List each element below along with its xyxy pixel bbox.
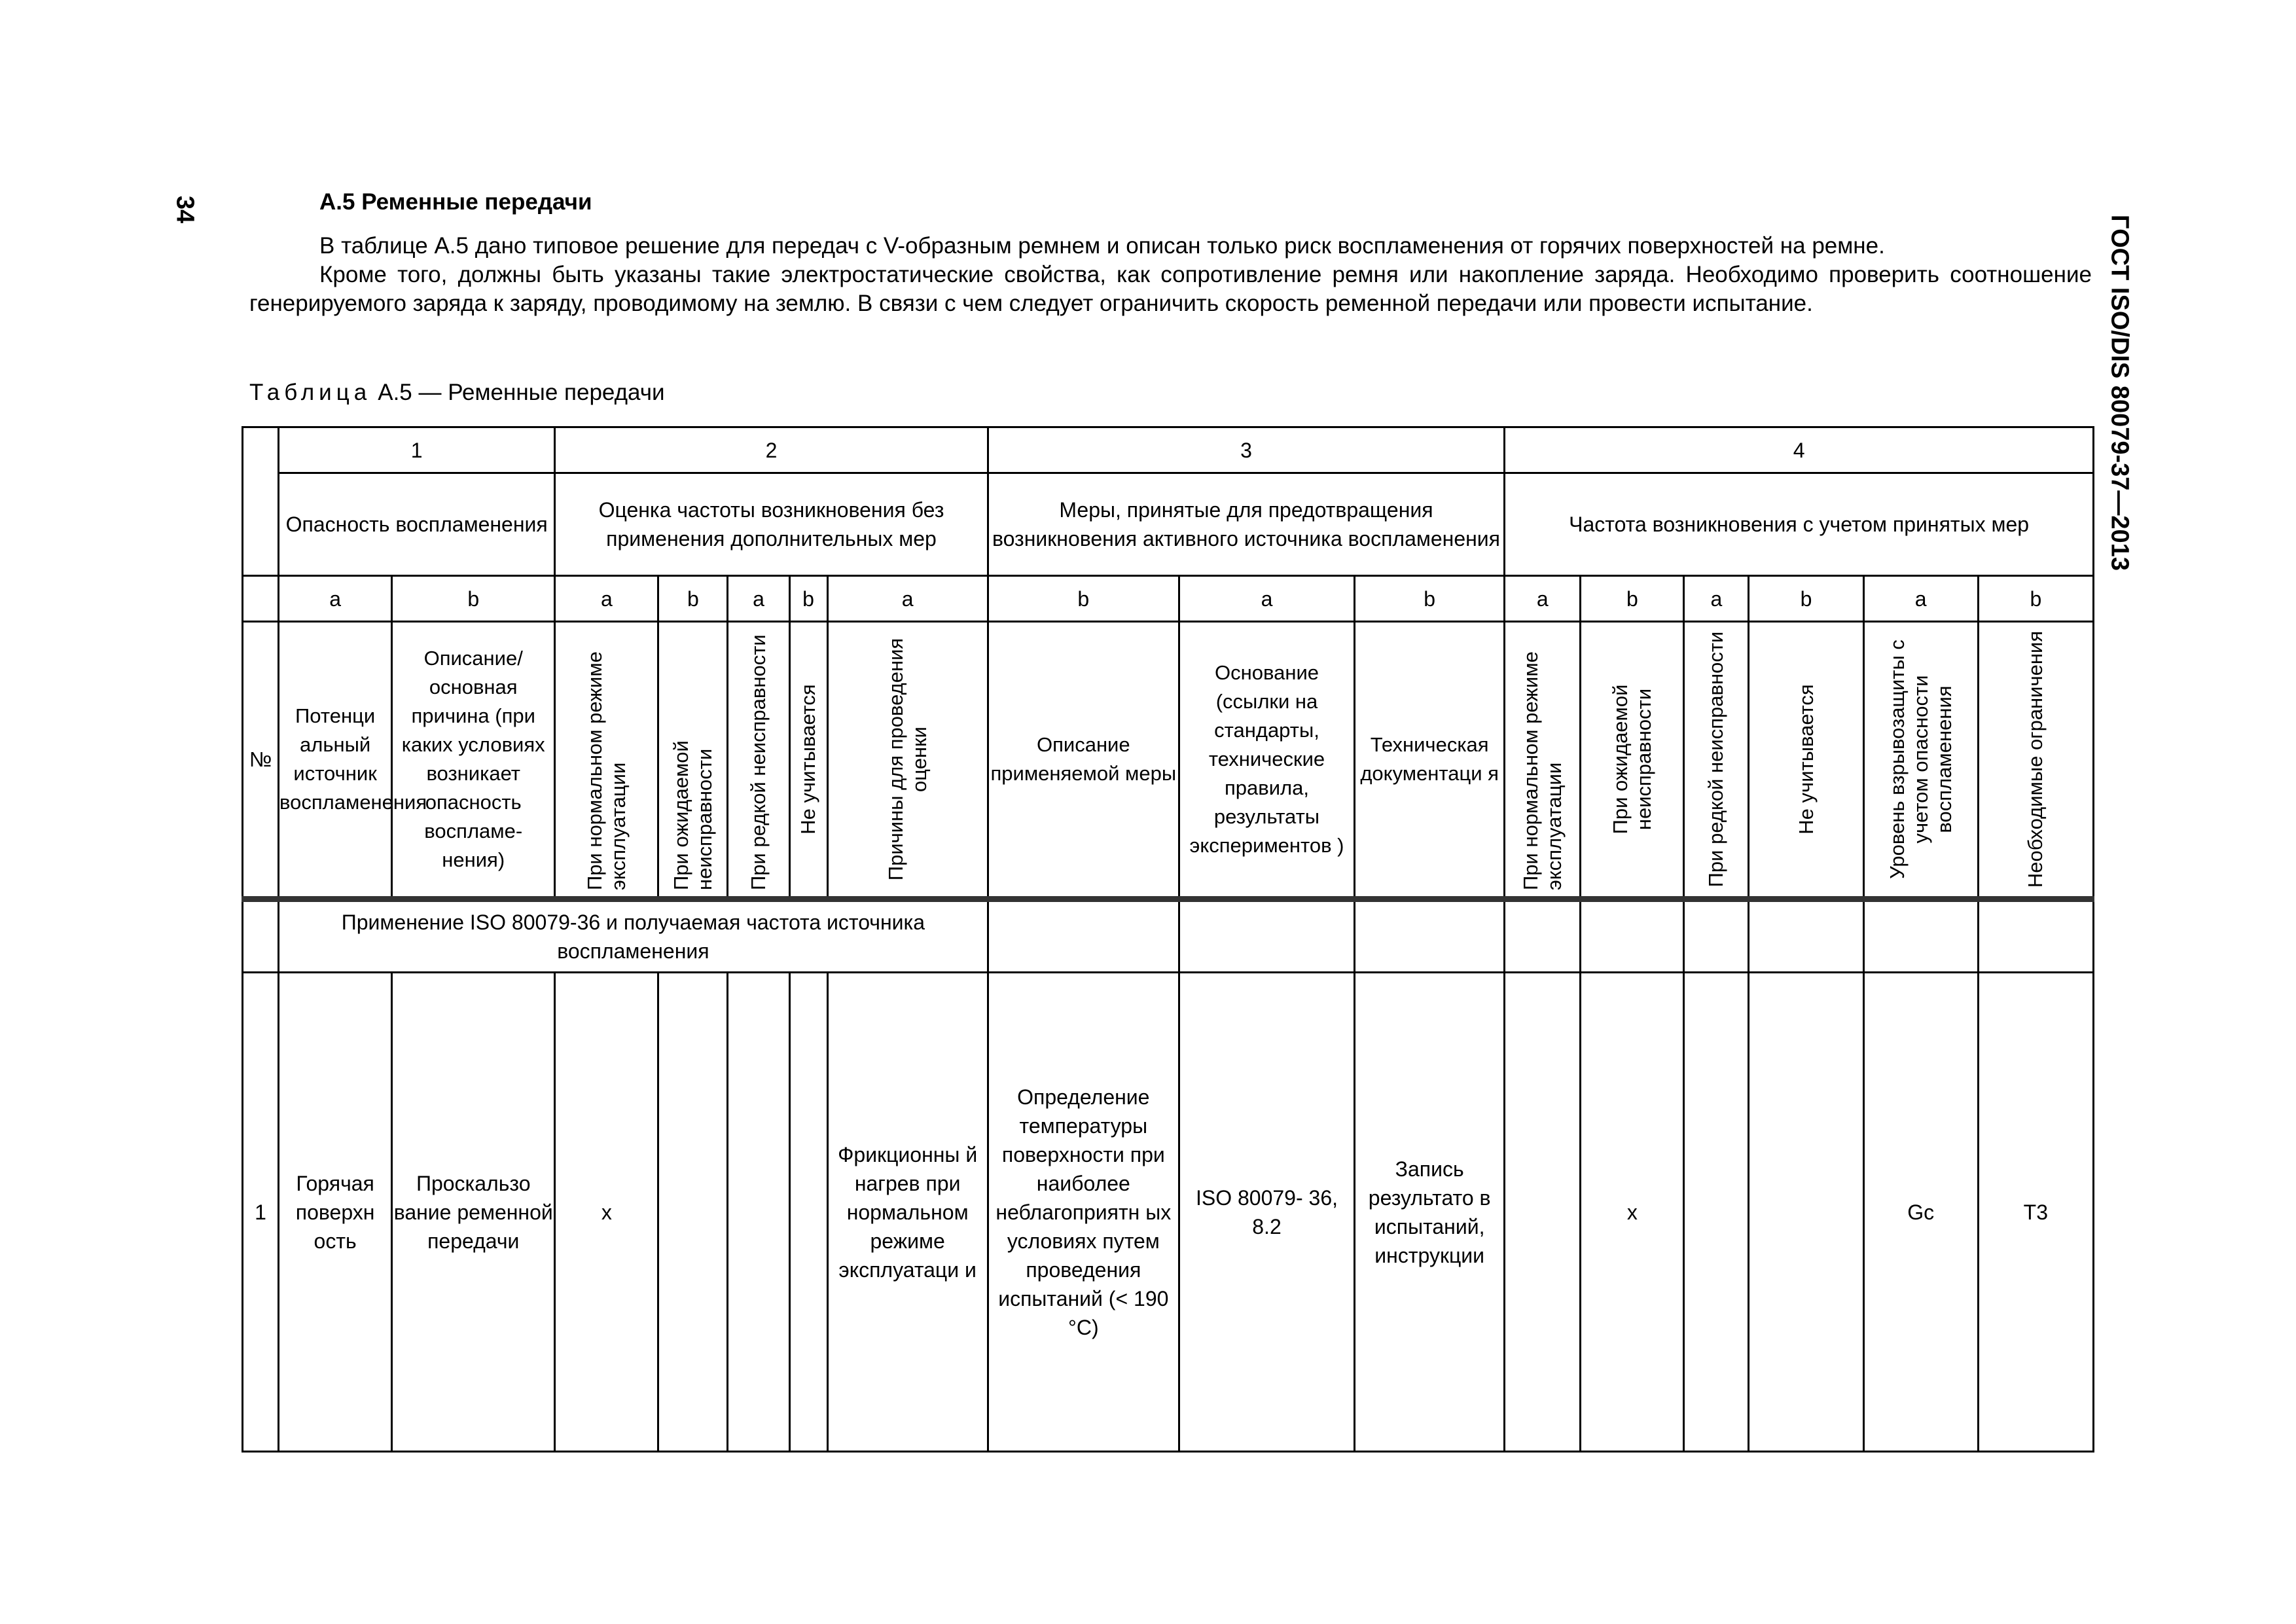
- col-header-source: Потенци альный источник воспламенения: [279, 622, 392, 899]
- table-row: [243, 973, 2094, 1452]
- group-title-row: [243, 473, 2094, 576]
- page-number: 34: [171, 195, 199, 224]
- subheader-label: b: [988, 576, 1179, 622]
- row-source: Горячая поверхн ость: [279, 973, 392, 1452]
- col-header-limits-text: Необходимые ограничения: [2024, 630, 2047, 888]
- col-header-ignored: [789, 622, 827, 899]
- col-header-normal-after-text: При нормальном режиме эксплуатации: [1518, 651, 1566, 890]
- group-title-2: Оценка частоты возникновения без применения дополнительных мер: [555, 473, 988, 576]
- col-header-ignored-after-text: Не учитывается: [1794, 684, 1818, 835]
- application-num-empty: [243, 899, 279, 973]
- col-header-rare-text: При редкой неисправности: [746, 634, 770, 890]
- belt-drive-table: [242, 426, 2094, 1453]
- subheader-label: a: [1505, 576, 1581, 622]
- col-header-rare: [728, 622, 789, 899]
- row-limits: T3: [1978, 973, 2093, 1452]
- col-header-num: №: [243, 622, 279, 899]
- row-docs: Запись результато в испытаний, инструкции: [1355, 973, 1505, 1452]
- col-header-level-text: Уровень взрывозащиты с учетом опасности воспламенения: [1885, 640, 1956, 879]
- col-header-normal-after: [1505, 622, 1581, 899]
- document-code: ГОСТ ISO/DIS 80079-37—2013: [2106, 215, 2134, 571]
- empty-cell: [1978, 899, 2093, 973]
- col-header-reasons-text: Причины для проведения оценки: [884, 638, 931, 881]
- subheader-label: b: [392, 576, 555, 622]
- col-header-normal: [555, 622, 658, 899]
- empty-cell: [988, 899, 1179, 973]
- row-level: Gc: [1863, 973, 1978, 1452]
- row-expected-after-mark: x: [1581, 973, 1684, 1452]
- row-expected-empty: [658, 973, 728, 1452]
- subheader-label: a: [555, 576, 658, 622]
- subheader-label: a: [1863, 576, 1978, 622]
- col-header-cause: Описание/ основная причина (при каких условиях возникает опасность воспламе- нения): [392, 622, 555, 899]
- col-header-expected-after-text: При ожидаемой неисправности: [1608, 684, 1655, 835]
- group-number-3: 3: [988, 427, 1505, 473]
- col-header-basis: Основание (ссылки на стандарты, технические правила, результаты экспериментов ): [1179, 622, 1354, 899]
- col-header-expected-after: [1581, 622, 1684, 899]
- group-title-3: Меры, принятые для предотвращения возникновения активного источника воспламенения: [988, 473, 1505, 576]
- paragraph-1: В таблице А.5 дано типовое решение для передач с V-образным ремнем и описан только риск воспламенения от горячих поверхностей на ремне.: [319, 233, 1885, 259]
- empty-cell: [1505, 899, 1581, 973]
- paragraph-2: Кроме того, должны быть указаны такие электростатические свойства, как сопротивление ремня или накопление заряда. Необходимо проверить соотношение генерируемого заряда к заряду, проводимому на землю. В связи с чем следует ограничить скорость ременной передачи или провести испытание.: [249, 262, 2092, 316]
- col-header-expected: [658, 622, 728, 899]
- row-measure: Определение температуры поверхности при наиболее неблагоприятн ых условиях путем проведения испытаний (< 190 °C): [988, 973, 1179, 1452]
- col-header-measure: Описание применяемой меры: [988, 622, 1179, 899]
- col-header-docs: Техническая документаци я: [1355, 622, 1505, 899]
- application-text: Применение ISO 80079-36 и получаемая частота источника воспламенения: [279, 899, 988, 973]
- col-header-normal-text: При нормальном режиме эксплуатации: [583, 651, 630, 890]
- group-title-1: Опасность воспламенения: [279, 473, 555, 576]
- row-rare-after-empty: [1684, 973, 1749, 1452]
- empty-cell: [1863, 899, 1978, 973]
- corner-cell: [243, 427, 279, 576]
- row-reason: Фрикционны й нагрев при нормальном режиме эксплуатаци и: [827, 973, 988, 1452]
- table-caption: [249, 380, 665, 406]
- subheader-label: b: [1749, 576, 1863, 622]
- col-header-ignored-after: [1749, 622, 1863, 899]
- col-header-level: [1863, 622, 1978, 899]
- empty-cell: [1179, 899, 1354, 973]
- col-header-rare-after-text: При редкой неисправности: [1704, 631, 1728, 888]
- group-number-row: [243, 427, 2094, 473]
- subheader-label: b: [1581, 576, 1684, 622]
- row-basis: ISO 80079- 36, 8.2: [1179, 973, 1354, 1452]
- table-caption-title: А.5 — Ременные передачи: [378, 380, 665, 405]
- subheader-row: [243, 576, 2094, 622]
- empty-cell: [1684, 899, 1749, 973]
- col-header-limits: [1978, 622, 2093, 899]
- application-row: [243, 899, 2094, 973]
- empty-cell: [1581, 899, 1684, 973]
- row-ignored-empty: [789, 973, 827, 1452]
- col-header-reasons: [827, 622, 988, 899]
- col-header-expected-text: При ожидаемой неисправности: [669, 740, 716, 890]
- subheader-label: b: [1355, 576, 1505, 622]
- subheader-label: a: [279, 576, 392, 622]
- subheader-label: b: [789, 576, 827, 622]
- subheader-label: a: [728, 576, 789, 622]
- subheader-label: a: [827, 576, 988, 622]
- row-ignored-after-empty: [1749, 973, 1863, 1452]
- row-normal-after-empty: [1505, 973, 1581, 1452]
- group-number-1: 1: [279, 427, 555, 473]
- group-title-4: Частота возникновения с учетом принятых мер: [1505, 473, 2094, 576]
- row-num: 1: [243, 973, 279, 1452]
- empty-cell: [1749, 899, 1863, 973]
- subheader-label: a: [1684, 576, 1749, 622]
- table-caption-label: Таблица: [249, 380, 372, 405]
- col-header-rare-after: [1684, 622, 1749, 899]
- section-title: А.5 Ременные передачи: [319, 189, 592, 215]
- column-header-row: [243, 622, 2094, 899]
- group-number-4: 4: [1505, 427, 2094, 473]
- col-header-ignored-text: Не учитывается: [797, 684, 820, 835]
- subheader-label: b: [1978, 576, 2093, 622]
- subheader-empty: [243, 576, 279, 622]
- group-number-2: 2: [555, 427, 988, 473]
- row-cause: Проскальзо вание ременной передачи: [392, 973, 555, 1452]
- subheader-label: b: [658, 576, 728, 622]
- row-rare-empty: [728, 973, 789, 1452]
- empty-cell: [1355, 899, 1505, 973]
- subheader-label: a: [1179, 576, 1354, 622]
- row-normal-mark: x: [555, 973, 658, 1452]
